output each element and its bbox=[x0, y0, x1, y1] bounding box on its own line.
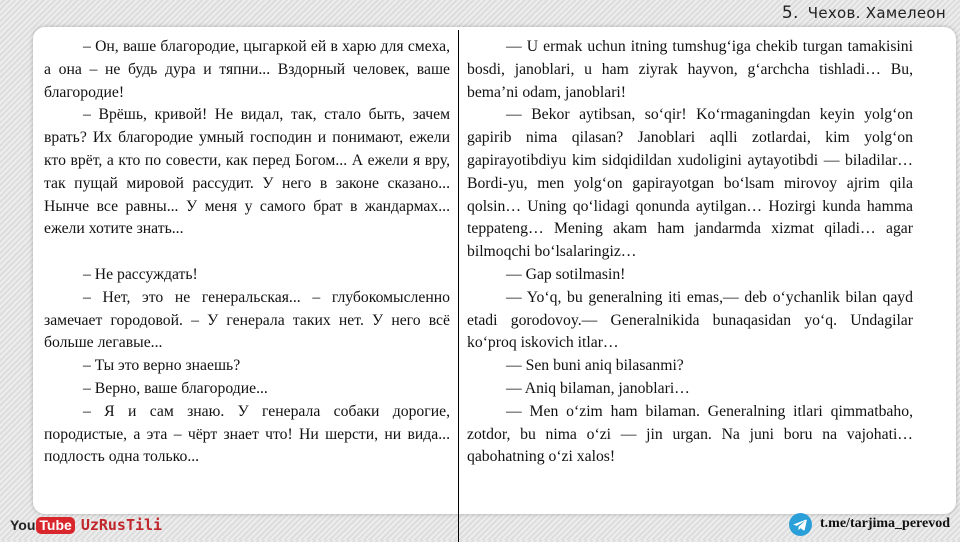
youtube-logo-icon: You Tube bbox=[10, 517, 75, 534]
paragraph: – Не рассуждать! bbox=[83, 265, 198, 283]
paragraph: — Sen buni aniq bilasanmi? bbox=[506, 357, 684, 375]
column-divider bbox=[458, 30, 459, 542]
paragraph: — Bekor aytibsan, so‘qir! Ko‘rmaganingdan keyin yolg‘on gapirib nima qilasan? Janoblari aqlli zotlardai, kim yolg‘on gapirayotibdiyu kim sidqidildan xudoligini aytayotibdi — biladilar… Bordi-yu, men yolg‘on gapirayotgan bo‘lsam mirovoy ajrim qila qolsin… Uning qo‘lidagi qonunda aytilgan… Hozirgi kunda hamma teppateng… Mening akam ham jandarmda xizmat qiladi… agar bilmoqchi bo‘lsalaringiz… bbox=[467, 106, 913, 261]
telegram-link-badge[interactable] bbox=[789, 512, 950, 536]
paragraph: – Верно, ваше благородие... bbox=[83, 379, 268, 397]
paragraph: – Нет, это не генеральская... – глубокомысленно замечает городовой. – У генерала таких нет. У него всё больше легавые... bbox=[44, 288, 450, 352]
slide-title-text: Чехов. Хамелеон bbox=[807, 4, 946, 22]
slide-title bbox=[782, 3, 946, 23]
paragraph: — Yo‘q, bu generalning iti emas,— deb o‘ychanlik bilan qayd etadi gorodovoy.— Generalnikida bunaqasidan yo‘q. Undagilar ko‘proq iskovich itlar… bbox=[467, 288, 913, 352]
youtube-channel-badge[interactable] bbox=[10, 514, 162, 536]
paragraph: – Я и сам знаю. У генерала собаки дорогие, породистые, а эта – чёрт знает что! Ни шерсти, ни вида... подлость одна только... bbox=[44, 402, 450, 466]
channel-name[interactable]: UzRusTili bbox=[80, 516, 163, 534]
paragraph: – Врёшь, кривой! Не видал, так, стало быть, зачем врать? Их благородие умный господин и понимают, ежели кто врёт, а кто по совести, как перед Богом... А ежели я вру, так пущай мировой рассудит. У него в законе сказано... Нынче все равны... У меня у самого брат в жандармах... ежели хотите знать... bbox=[44, 106, 450, 238]
paragraph: — Men o‘zim ham bilaman. Generalning itlari qimmatbaho, zotdor, bu nima o‘zi — jin urgan. Na juni boru na vajohati… qabohatning o‘zi xalos! bbox=[467, 402, 913, 466]
slide-number: 5. bbox=[781, 3, 799, 23]
paragraph: – Он, ваше благородие, цыгаркой ей в харю для смеха, а она – не будь дура и тяпни... Вздорный человек, ваше благородие! bbox=[44, 38, 450, 101]
telegram-icon bbox=[789, 513, 812, 536]
paragraph: — U ermak uchun itning tumshug‘iga chekib turgan tamakisini bosdi, janoblari, u ham ziyrak hayvon, g‘archcha tishladi… Bu, bema’ni odam, janoblari! bbox=[467, 38, 913, 101]
paragraph-spacer bbox=[44, 241, 450, 264]
russian-text-column bbox=[44, 36, 450, 469]
paragraph: — Aniq bilaman, janoblari… bbox=[506, 379, 690, 397]
uzbek-text-column bbox=[467, 36, 913, 469]
paragraph: – Ты это верно знаешь? bbox=[83, 357, 241, 375]
paragraph: — Gap sotilmasin! bbox=[506, 265, 626, 283]
telegram-link[interactable]: t.me/tarjima_perevod bbox=[820, 516, 950, 531]
